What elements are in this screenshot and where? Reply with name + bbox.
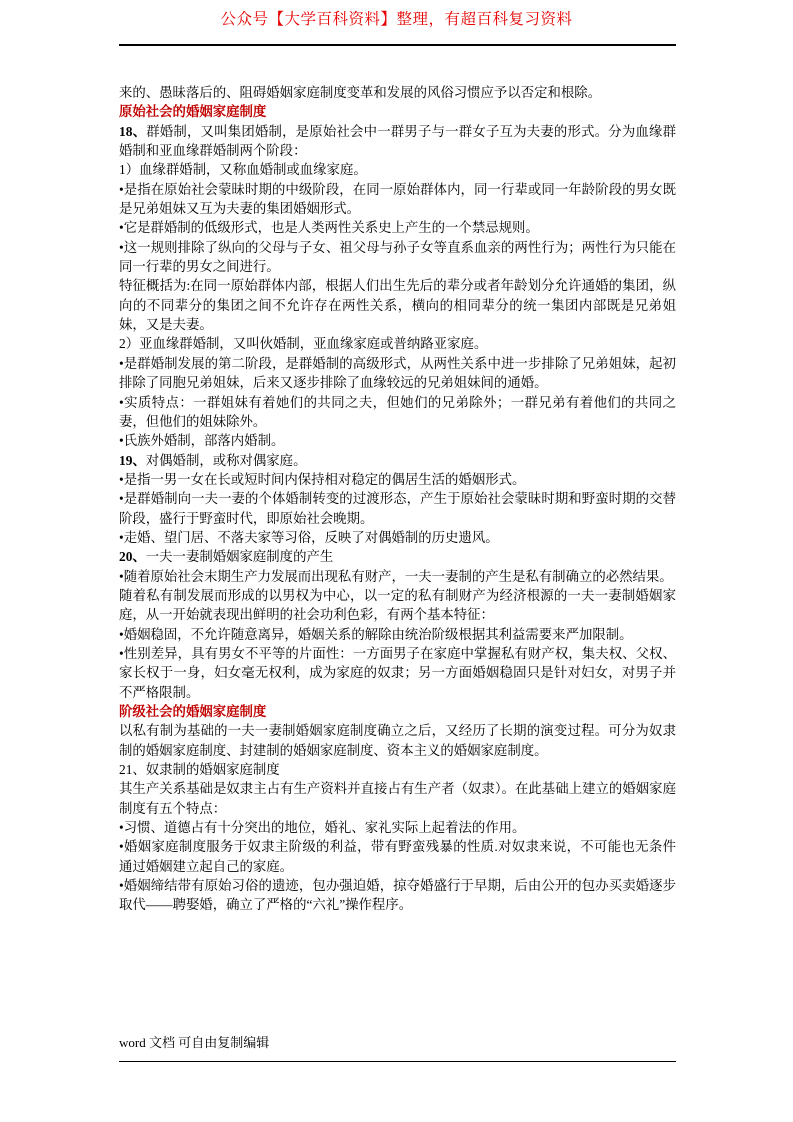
paragraph: •它是群婚制的低级形式，也是人类两性关系史上产生的一个禁忌规则。 bbox=[119, 220, 539, 236]
paragraph: 以私有制为基础的一夫一妻制婚姻家庭制度确立之后，又经历了长期的演变过程。可分为奴隶制的婚姻家庭制度、封建制的婚姻家庭制度、资本主义的婚姻家庭制度。 bbox=[119, 723, 676, 758]
paragraph: •实质特点：一群姐妹有着她们的共同之夫，但她们的兄弟除外；一群兄弟有着他们的共同之妻，但他们的姐妹除外。 bbox=[119, 394, 676, 429]
page-footer-note: word 文档 可自由复制编辑 bbox=[119, 1035, 270, 1050]
item-number: 18、 bbox=[119, 123, 147, 139]
section-heading: 原始社会的婚姻家庭制度 bbox=[119, 104, 267, 120]
section-heading: 阶级社会的婚姻家庭制度 bbox=[119, 704, 267, 719]
header-rule bbox=[119, 44, 676, 46]
paragraph: 其生产关系基础是奴隶主占有生产资料并直接占有生产者（奴隶）。在此基础上建立的婚姻家庭制度有五个特点： bbox=[119, 781, 676, 816]
paragraph: 随着私有制发展而形成的以男权为中心，以一定的私有制财产为经济根源的一夫一妻制婚姻家庭，从一开始就表现出鲜明的社会功利色彩，有两个基本特征： bbox=[119, 587, 676, 623]
paragraph: 21、奴隶制的婚姻家庭制度 bbox=[119, 762, 280, 778]
paragraph: •随着原始社会末期生产力发展而出现私有财产，一夫一妻制的产生是私有制确立的必然结果。 bbox=[119, 568, 673, 584]
document-body bbox=[119, 83, 676, 915]
paragraph: •习惯、道德占有十分突出的地位，婚礼、家礼实际上起着法的作用。 bbox=[119, 820, 526, 836]
paragraph: •氏族外婚制，部落内婚制。 bbox=[119, 433, 285, 449]
paragraph: •是群婚制向一夫一妻的个体婚制转变的过渡形态，产生于原始社会蒙昧时期和野蛮时期的交替阶段，盛行于野蛮时代，即原始社会晚期。 bbox=[119, 491, 676, 526]
paragraph: 18、群婚制，又叫集团婚制，是原始社会中一群男子与一群女子互为夫妻的形式。分为血缘群婚制和亚血缘群婚制两个阶段： bbox=[119, 123, 677, 159]
paragraph: •是指一男一女在长或短时间内保持相对稳定的偶居生活的婚姻形式。 bbox=[119, 471, 526, 487]
paragraph: 1）血缘群婚制，又称血婚制或血缘家庭。 bbox=[119, 162, 367, 178]
paragraph: 特征概括为:在同一原始群体内部，根据人们出生先后的辈分或者年龄划分允许通婚的集团，纵向的不同辈分的集团之间不允许存在两性关系，横向的相同辈分的统一集团内部既是兄弟姐妹，又是夫妻。 bbox=[119, 278, 676, 333]
paragraph: •走婚、望门居、不落夫家等习俗，反映了对偶婚制的历史遗风。 bbox=[119, 529, 499, 545]
page-header-title: 公众号【大学百科资料】整理，有超百科复习资料 bbox=[220, 11, 573, 28]
paragraph: 2）亚血缘群婚制，又叫伙婚制，亚血缘家庭或普纳路亚家庭。 bbox=[119, 336, 488, 352]
footer-rule bbox=[119, 1061, 676, 1062]
paragraph: •婚姻家庭制度服务于奴隶主阶级的利益，带有野蛮残暴的性质.对奴隶来说，不可能也无条件通过婚姻建立起自己的家庭。 bbox=[119, 839, 676, 874]
paragraph: •是群婚制发展的第二阶段，是群婚制的高级形式，从两性关系中进一步排除了兄弟姐妹，起初排除了同胞兄弟姐妹，后来又逐步排除了血缘较远的兄弟姐妹间的通婚。 bbox=[119, 355, 676, 391]
item-number: 20、 bbox=[119, 549, 146, 565]
item-number: 19、 bbox=[119, 452, 146, 468]
paragraph: 来的、愚昧落后的、阻碍婚姻家庭制度变革和发展的风俗习惯应予以否定和根除。 bbox=[119, 85, 602, 100]
paragraph: •性别差异，具有男女不平等的片面性：一方面男子在家庭中掌握私有财产权，集夫权、父权、家长权于一身，妇女毫无权利，成为家庭的奴隶；另一方面婚姻稳固只是针对妇女，对男子并不严格限制。 bbox=[119, 645, 676, 700]
paragraph: 20、一夫一妻制婚姻家庭制度的产生 bbox=[119, 549, 334, 565]
paragraph: •婚姻稳固，不允许随意离异，婚姻关系的解除由统治阶级根据其利益需要来严加限制。 bbox=[119, 626, 633, 642]
paragraph: •这一规则排除了纵向的父母与子女、祖父母与孙子女等直系血亲的两性行为；两性行为只能在同一行辈的男女之间进行。 bbox=[119, 239, 676, 275]
paragraph: •婚姻缔结带有原始习俗的遗迹，包办强迫婚，掠夺婚盛行于早期，后由公开的包办买卖婚逐步取代——聘娶婚，确立了严格的“六礼”操作程序。 bbox=[119, 878, 676, 913]
paragraph: •是指在原始社会蒙昧时期的中级阶段，在同一原始群体内，同一行辈或同一年龄阶段的男女既是兄弟姐妹又互为夫妻的集团婚姻形式。 bbox=[119, 181, 676, 217]
paragraph: 19、对偶婚制，或称对偶家庭。 bbox=[119, 452, 307, 468]
